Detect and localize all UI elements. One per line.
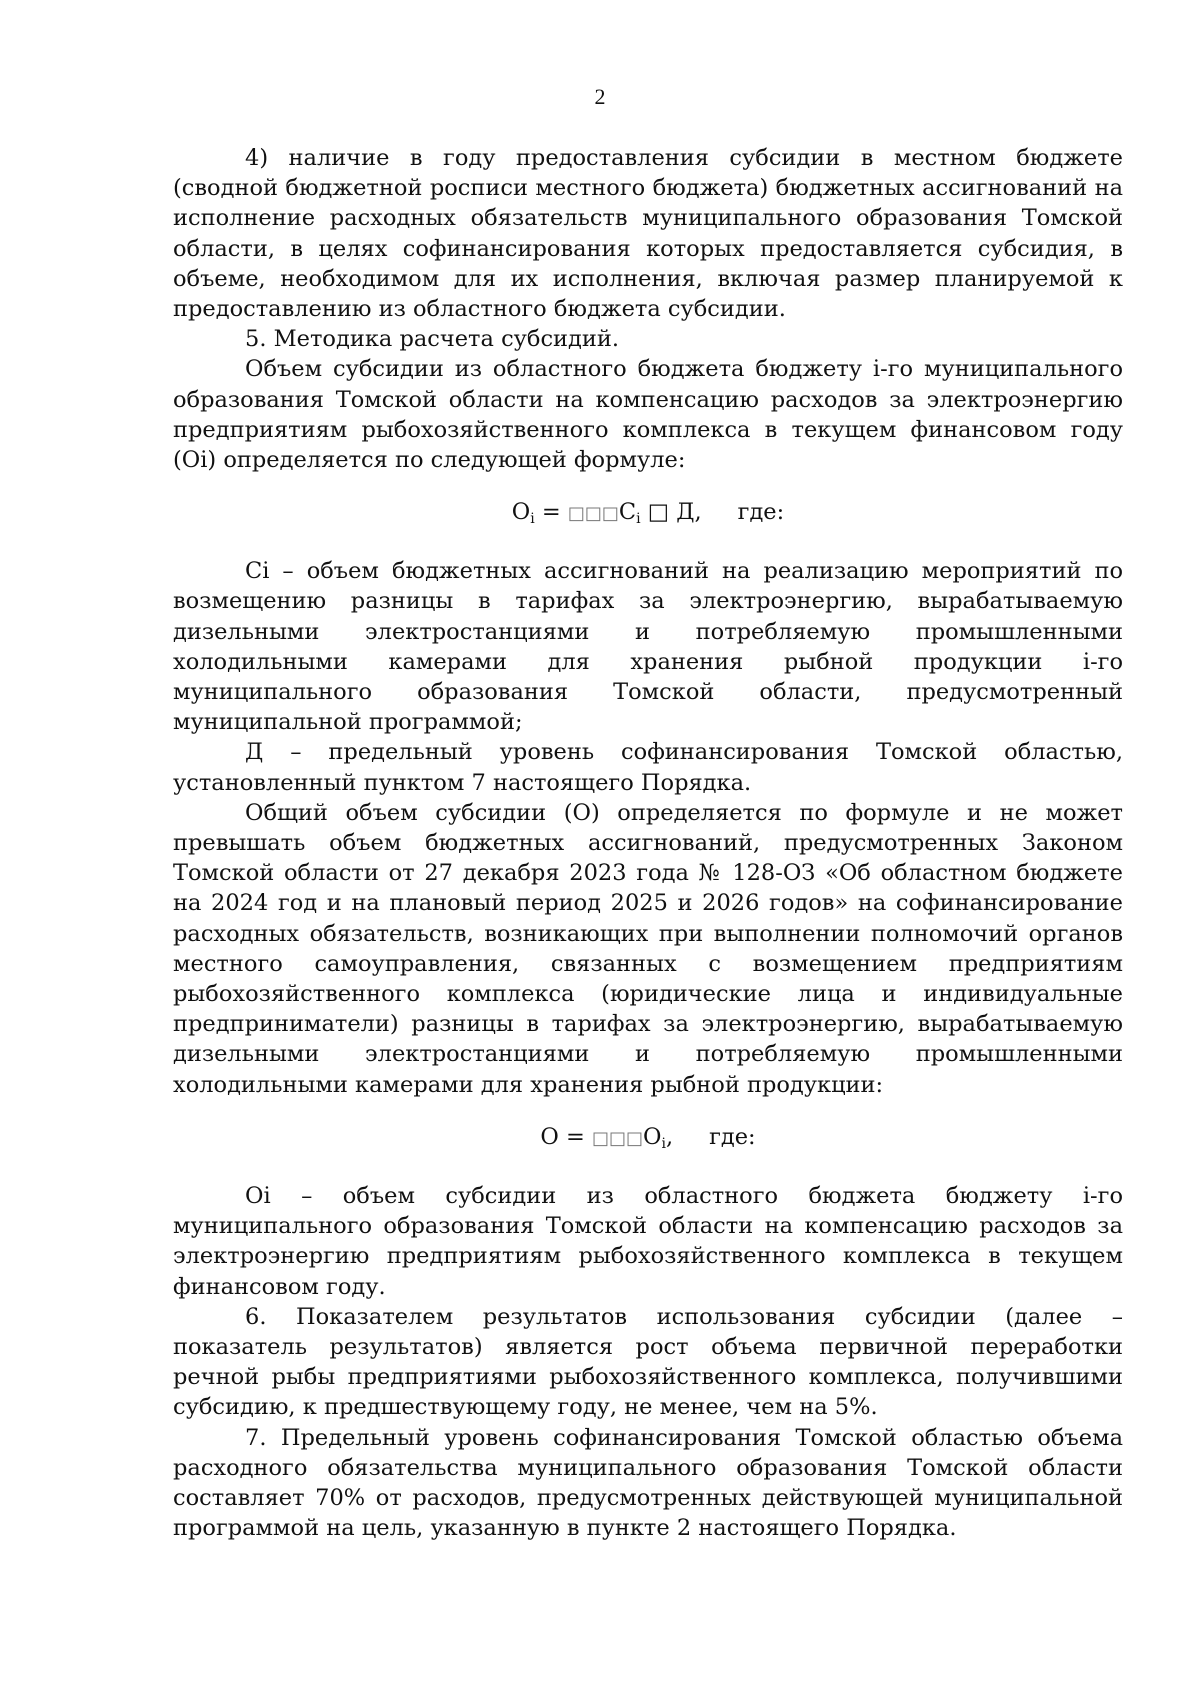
formula-oi-where: где: — [737, 499, 785, 526]
formula-oi-eq: = — [534, 499, 568, 526]
formula-oi-lhs: О — [511, 499, 531, 526]
formula-o-eq: = — [558, 1123, 592, 1150]
paragraph-item-7: 7. Предельный уровень софинансирования Томской областью объема расходного обязательства муниципального образования Томской области составляет 70% от расходов, предусмотренных действующей муниципальной программой на цель, указанную в пункте 2 настоящего Порядка. — [173, 1424, 1123, 1542]
paragraph-oi-definition: Оi – объем субсидии из областного бюджета бюджету i-го муниципального образования Томской области на компенсацию расходов за электроэнергию предприятиям рыбохозяйственного комплекса в текущем финансовом году. — [173, 1182, 1123, 1300]
formula-o-where: где: — [709, 1123, 756, 1150]
paragraph-item-6: 6. Показателем результатов использования субсидии (далее – показатель результатов) является рост объема первичной переработки речной рыбы предприятиями рыбохозяйственного комплекса, получившими субсидию, к предшествующему году, не менее, чем на 5%. — [173, 1303, 1123, 1421]
formula-oi-lhs-sub: i — [530, 511, 535, 528]
formula-oi-c-sub: i — [636, 511, 641, 528]
section-heading-5: 5. Методика расчета субсидий. — [245, 326, 620, 353]
paragraph-subsidy-volume: Объем субсидии из областного бюджета бюджету i-го муниципального образования Томской области на компенсацию расходов за электроэнергию предприятиям рыбохозяйственного комплекса в текущем финансовом году (Оi) определяется по следующей формуле: — [173, 356, 1123, 474]
paragraph-d-definition: Д – предельный уровень софинансирования Томской областью, установленный пунктом 7 настоящего Порядка. — [173, 739, 1123, 796]
formula-o-o: О — [643, 1123, 662, 1150]
paragraph-ci-definition: Сi – объем бюджетных ассигнований на реализацию мероприятий по возмещению разницы в тарифах за электроэнергию, вырабатываемую дизельными электростанциями и потребляемую промышленными холодильными камерами для хранения рыбной продукции i-го муниципального образования Томской области, предусмотренный муниципальной программой; — [173, 558, 1123, 736]
formula-o-comma: , — [665, 1123, 674, 1150]
paragraph-total-subsidy: Общий объем субсидии (О) определяется по формуле и не может превышать объем бюджетных ассигнований, предусмотренных Законом Томской области от 27 декабря 2023 года № 128-ОЗ «Об областном бюджете на 2024 год и на плановый период 2025 и 2026 годов» на софинансирование расходных обязательств, возникающих при выполнении полномочий органов местного самоуправления, связанных с возмещением предприятиям рыбохозяйственного комплекса (юридические лица и индивидуальные предприниматели) разницы в тарифах за электроэнергию, вырабатываемую дизельными электростанциями и потребляемую промышленными холодильными камерами для хранения рыбной продукции: — [173, 799, 1123, 1098]
page-number: 2 — [594, 84, 606, 109]
document-body — [173, 143, 1123, 1543]
formula-o-lhs: О — [540, 1123, 559, 1150]
formula-oi-operator: □ — [640, 499, 677, 526]
formula-oi-symbol-boxes: □□□ — [567, 503, 619, 525]
formula-o-symbol-boxes: □□□ — [591, 1127, 643, 1149]
formula-oi — [173, 497, 1123, 534]
formula-oi-c: С — [618, 499, 637, 526]
paragraph-item-4: 4) наличие в году предоставления субсидии в местном бюджете (сводной бюджетной росписи местного бюджета) бюджетных ассигнований на исполнение расходных обязательств муниципального образования Томской области, в целях софинансирования которых предоставляется субсидия, в объеме, необходимом для их исполнения, включая размер планируемой к предоставлению из областного бюджета субсидии. — [173, 145, 1123, 323]
formula-oi-d: Д, — [676, 499, 702, 526]
formula-o — [173, 1122, 1123, 1159]
formula-o-o-sub: i — [661, 1135, 666, 1152]
